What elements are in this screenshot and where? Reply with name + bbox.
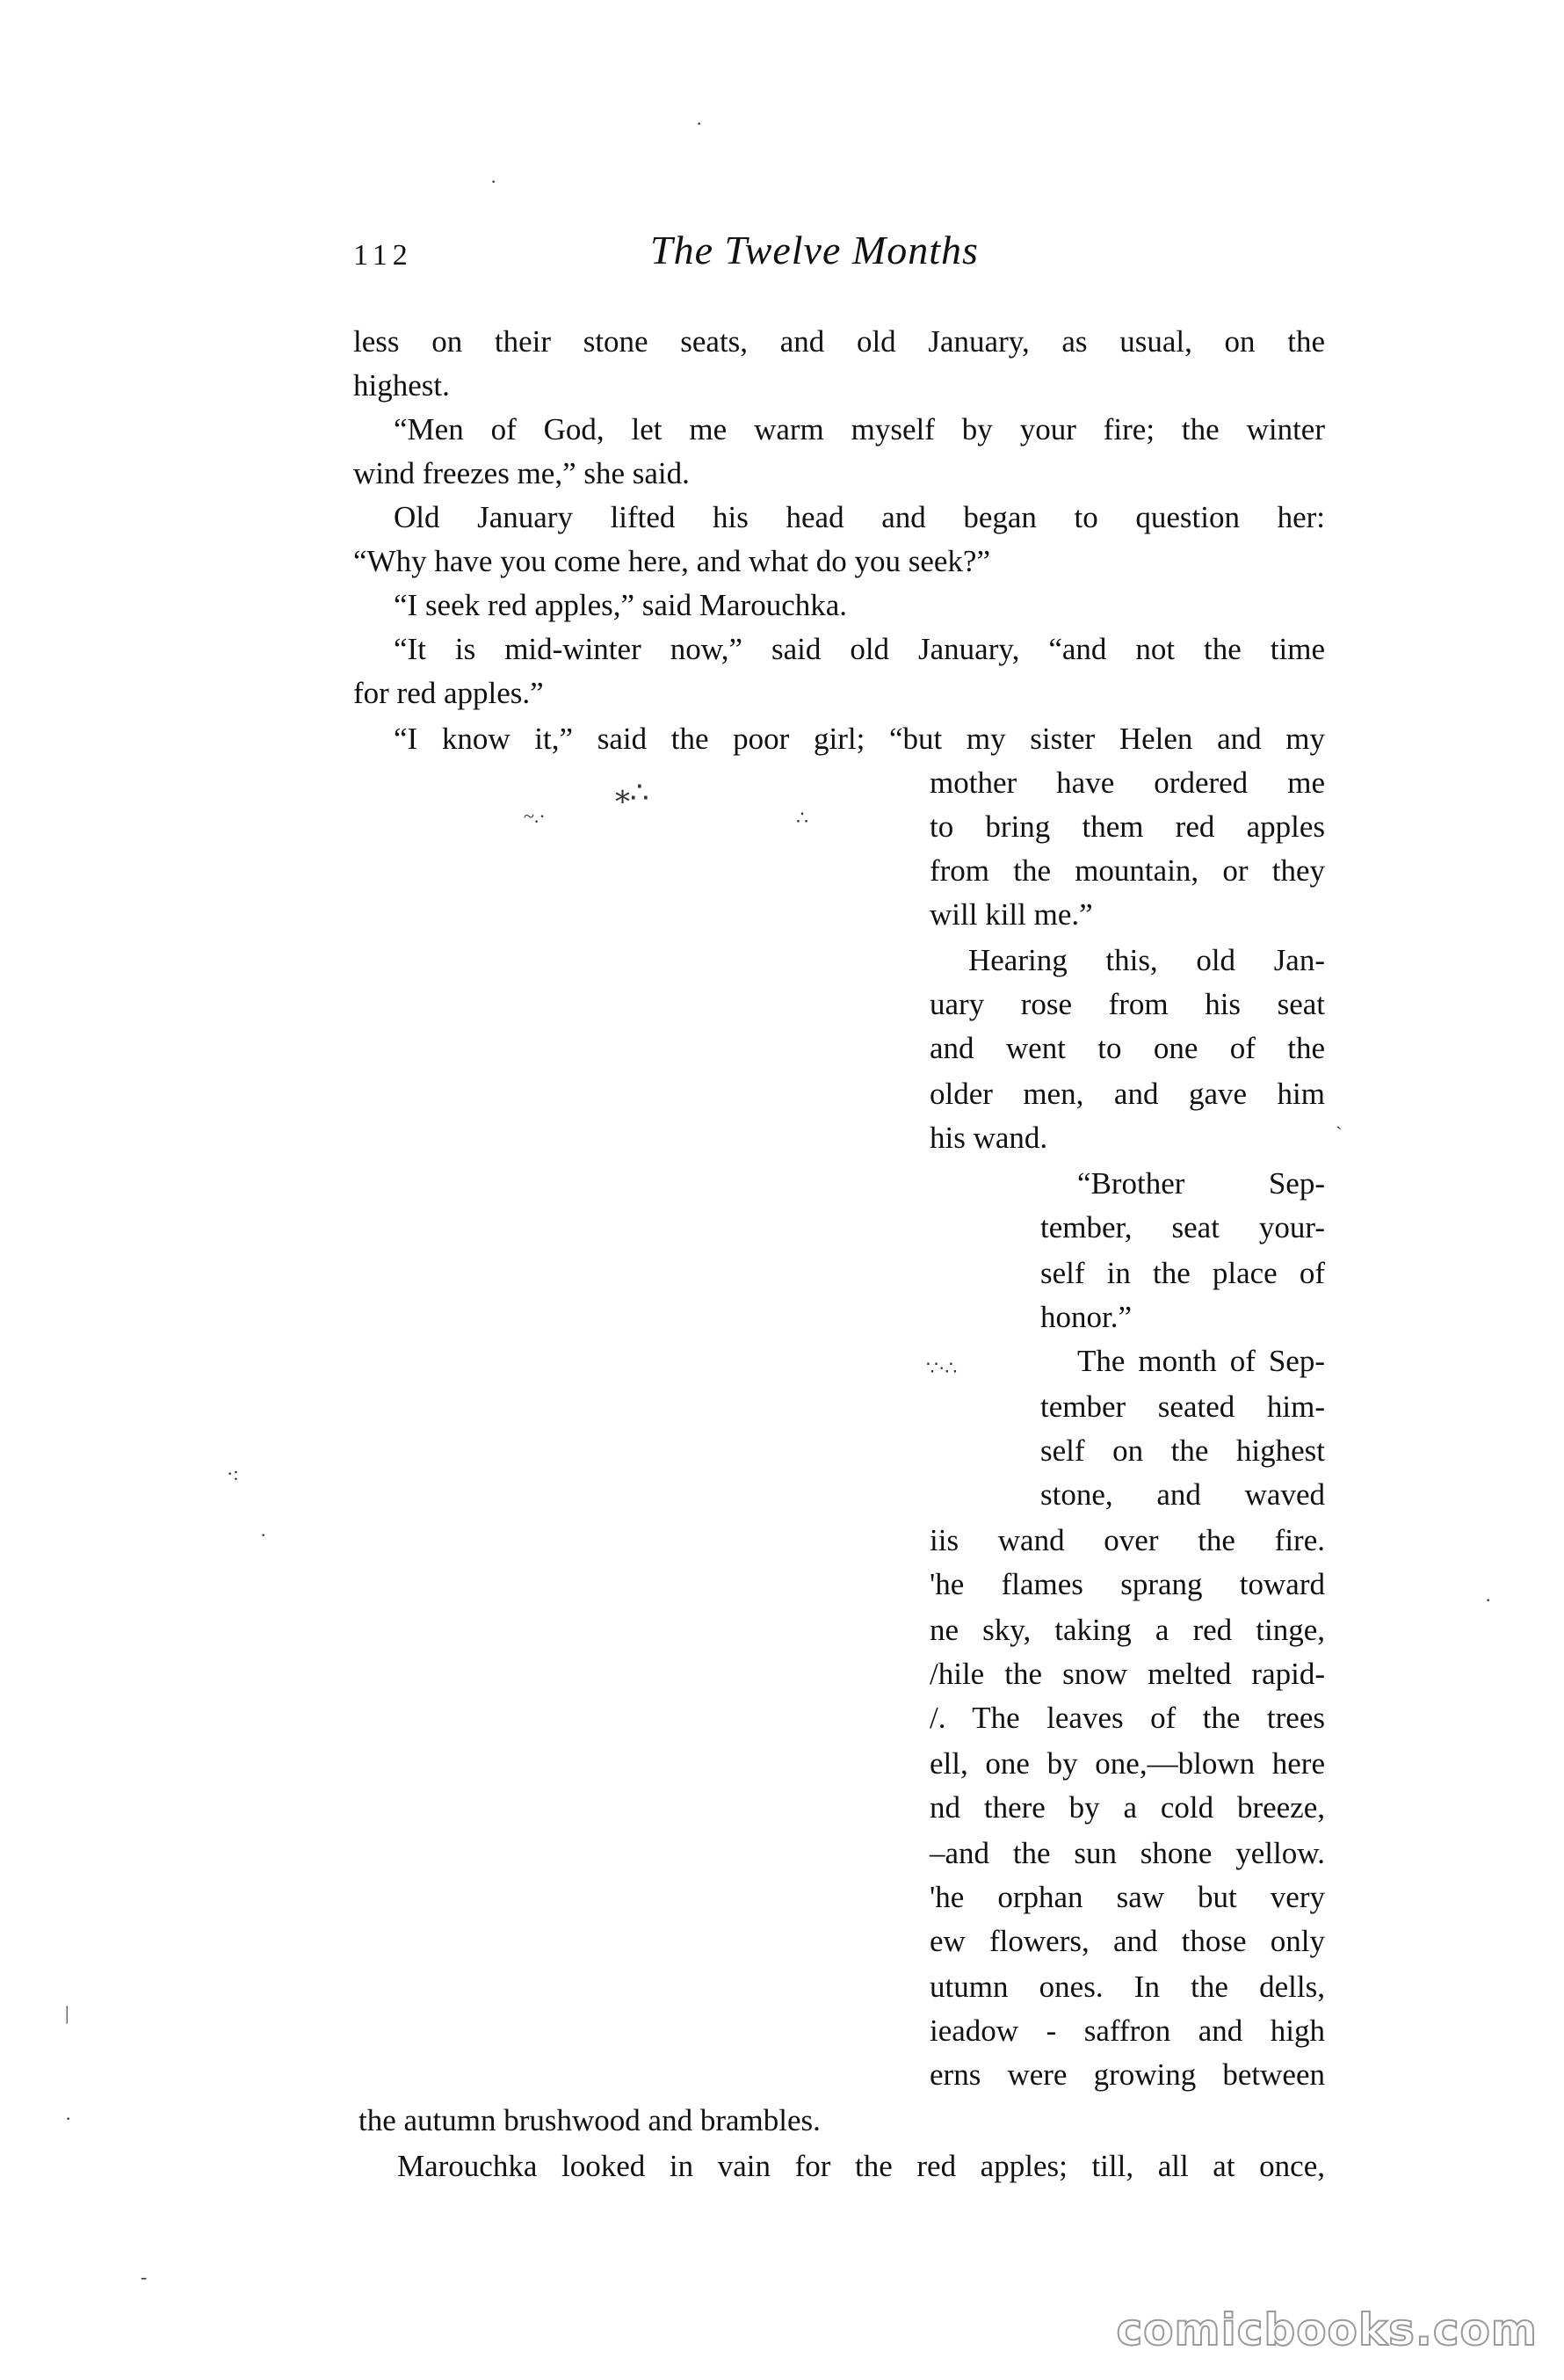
text-line: ew flowers, and those only	[930, 1924, 1325, 1958]
ink-speck: ·	[490, 171, 497, 192]
ink-speck: ·	[260, 1524, 267, 1546]
ink-speck: ·	[696, 112, 703, 134]
text-line: tember, seat your-	[1040, 1210, 1325, 1244]
text-line: older men, and gave him	[930, 1077, 1325, 1111]
text-line: ell, one by one,—blown here	[930, 1746, 1325, 1781]
ink-speck: -	[141, 2266, 148, 2288]
text-line: the autumn brushwood and brambles.	[358, 2103, 821, 2137]
text-line: mother have ordered me	[930, 766, 1325, 800]
text-line: nd there by a cold breeze,	[930, 1790, 1325, 1825]
text-line: wind freezes me,” she said.	[353, 456, 690, 490]
text-line: “I seek red apples,” said Marouchka.	[394, 588, 848, 622]
running-title: The Twelve Months	[650, 228, 979, 272]
text-line: self in the place of	[1040, 1256, 1325, 1290]
ink-speck: |	[65, 2002, 69, 2024]
ink-speck: ⁎∴	[615, 777, 649, 809]
ink-speck: ·:	[227, 1462, 239, 1484]
ink-speck: ·	[1485, 1589, 1492, 1611]
text-line: “Why have you come here, and what do you seek?”	[353, 544, 990, 578]
text-line: and went to one of the	[930, 1031, 1325, 1065]
text-line: self on the highest	[1040, 1433, 1325, 1468]
text-line: “It is mid-winter now,” said old January, “and not the time	[394, 632, 1325, 666]
text-line: Marouchka looked in vain for the red apples; till, all at once,	[397, 2149, 1325, 2183]
text-line: less on their stone seats, and old January, as usual, on the	[353, 324, 1325, 359]
text-line: ne sky, taking a red tinge,	[930, 1613, 1325, 1647]
ink-speck: ∵·∴	[926, 1357, 958, 1379]
text-line: /hile the snow melted rapid-	[930, 1657, 1325, 1691]
text-line: tember seated him-	[1040, 1390, 1325, 1424]
text-line: /. The leaves of the trees	[930, 1701, 1325, 1735]
text-line: iis wand over the fire.	[930, 1523, 1325, 1557]
text-line: –and the sun shone yellow.	[930, 1836, 1325, 1870]
text-line: erns were growing between	[930, 2057, 1325, 2092]
ink-speck: ∴	[796, 807, 808, 829]
watermark-logo: comicbooks.com	[1116, 2304, 1538, 2355]
text-line: utumn ones. In the dells,	[930, 1970, 1325, 2004]
text-line: “Brother Sep-	[1077, 1166, 1325, 1201]
text-line: his wand.	[930, 1121, 1048, 1155]
text-line: honor.”	[1040, 1300, 1133, 1334]
ink-speck: ˎ	[1336, 1107, 1343, 1129]
page-number: 112	[353, 239, 413, 272]
ink-speck: ·	[65, 2108, 72, 2130]
text-line: 'he orphan saw but very	[930, 1880, 1325, 1914]
text-line: The month of Sep-	[1077, 1344, 1325, 1378]
text-line: will kill me.”	[930, 897, 1093, 932]
text-line: 'he flames sprang toward	[930, 1567, 1325, 1601]
text-line: “I know it,” said the poor girl; “but my sister Helen and my	[394, 722, 1325, 756]
text-line: Old January lifted his head and began to question her:	[394, 500, 1325, 534]
text-line: from the mountain, or they	[930, 853, 1325, 888]
text-line: Hearing this, old Jan-	[968, 943, 1325, 977]
text-line: stone, and waved	[1040, 1477, 1325, 1512]
text-line: to bring them red apples	[930, 809, 1325, 844]
text-line: for red apples.”	[353, 676, 544, 710]
text-line: “Men of God, let me warm myself by your fire; the winter	[394, 412, 1325, 446]
text-line: highest.	[353, 368, 450, 403]
text-line: uary rose from his seat	[930, 987, 1325, 1021]
ink-speck: ~.·	[524, 805, 546, 827]
text-line: ieadow - saffron and high	[930, 2014, 1325, 2048]
